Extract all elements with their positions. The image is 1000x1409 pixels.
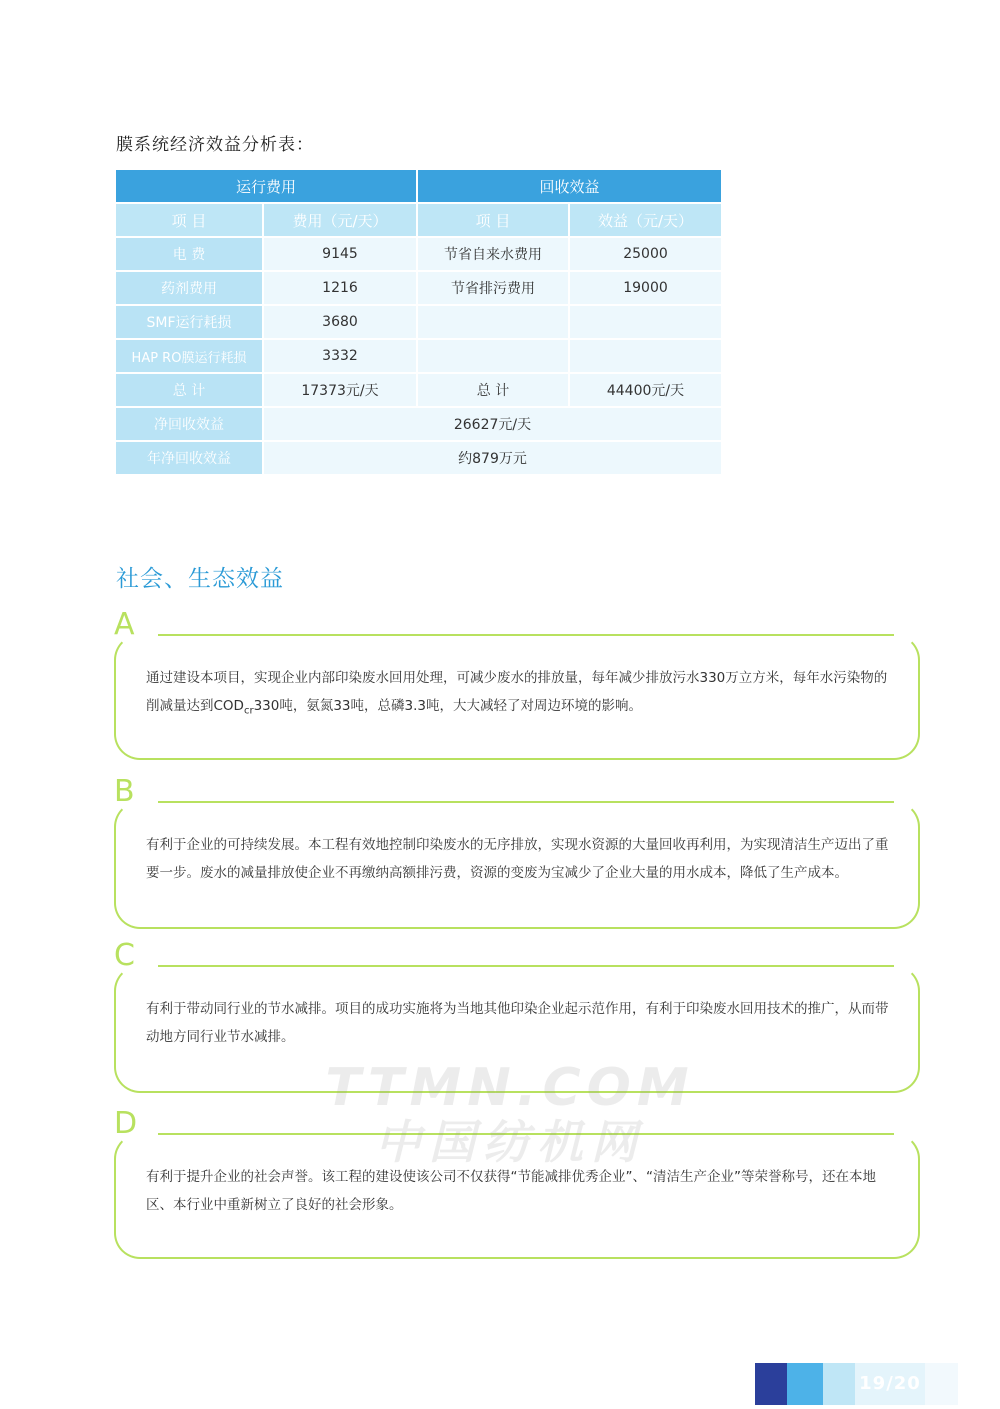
page-number: 19/20	[859, 1373, 921, 1394]
card-letter: D	[114, 1109, 141, 1139]
net-benefit-label: 净回收效益	[116, 408, 264, 442]
card-border-line	[158, 1133, 894, 1135]
footer-color-block	[755, 1363, 787, 1405]
annual-net-benefit-label: 年净回收效益	[116, 442, 264, 476]
card-text-part: 通过建设本项目，实现企业内部印染废水回用处理，可减少废水的排放量，每年减少排放污水330万立方米，每年水污染物的削减量达到COD	[146, 670, 888, 714]
row-item: 节省自来水费用	[418, 238, 570, 272]
row-label: HAP RO膜运行耗损	[116, 340, 264, 374]
row-item: 总 计	[418, 374, 570, 408]
footer-color-block	[925, 1363, 958, 1405]
row-cost: 3332	[264, 340, 418, 374]
col-header-cost: 费用（元/天）	[264, 204, 418, 238]
row-benefit: 19000	[570, 272, 721, 306]
row-item	[418, 340, 570, 374]
table-row-annual-net-benefit	[116, 442, 721, 476]
benefit-card-c	[114, 938, 920, 1093]
row-benefit: 44400元/天	[570, 374, 721, 408]
card-border-line	[158, 801, 894, 803]
benefit-card-b	[114, 774, 920, 929]
card-text-part: 330吨，氨氮33吨，总磷3.3吨，大大减轻了对周边环境的影响。	[253, 698, 642, 714]
net-benefit-value: 26627元/天	[264, 408, 721, 442]
table-title: 膜系统经济效益分析表：	[116, 135, 314, 155]
card-letter: A	[114, 610, 139, 640]
card-text: 有利于企业的可持续发展。本工程有效地控制印染废水的无序排放，实现水资源的大量回收再利用，为实现清洁生产迈出了重要一步。废水的减量排放使企业不再缴纳高额排污费，资源的变废为宝减少了企业大量的用水成本，降低了生产成本。	[146, 837, 889, 881]
row-benefit	[570, 340, 721, 374]
row-cost: 17373元/天	[264, 374, 418, 408]
row-cost: 1216	[264, 272, 418, 306]
row-cost: 3680	[264, 306, 418, 340]
recovery-benefit-header: 回收效益	[418, 170, 721, 204]
table-row	[116, 272, 721, 306]
benefit-card-a	[114, 607, 920, 760]
watermark-line-1: TTMN.COM	[325, 1058, 695, 1118]
footer-color-block	[823, 1363, 855, 1405]
card-border-line	[158, 965, 894, 967]
row-label: SMF运行耗损	[116, 306, 264, 340]
card-letter: B	[114, 777, 139, 807]
card-text: 有利于带动同行业的节水减排。项目的成功实施将为当地其他印染企业起示范作用，有利于印染废水回用技术的推广，从而带动地方同行业节水减排。	[146, 1001, 889, 1045]
col-header-benefit: 效益（元/天）	[570, 204, 721, 238]
watermark-line-2: 中国纺机网	[375, 1115, 645, 1169]
table-row-net-benefit	[116, 408, 721, 442]
table-row	[116, 238, 721, 272]
row-benefit: 25000	[570, 238, 721, 272]
table-group-header-row	[116, 170, 721, 204]
economic-benefit-table	[116, 170, 721, 476]
row-label: 药剂费用	[116, 272, 264, 306]
table-row	[116, 340, 721, 374]
row-cost: 9145	[264, 238, 418, 272]
operating-cost-header: 运行费用	[116, 170, 418, 204]
row-item: 节省排污费用	[418, 272, 570, 306]
row-item	[418, 306, 570, 340]
card-border-line	[158, 634, 894, 636]
col-header-item-right: 项 目	[418, 204, 570, 238]
row-label: 电 费	[116, 238, 264, 272]
row-benefit	[570, 306, 721, 340]
footer-color-block	[787, 1363, 823, 1405]
section-heading: 社会、生态效益	[116, 566, 284, 592]
card-text: 有利于提升企业的社会声誉。该工程的建设使该公司不仅获得“节能减排优秀企业”、“清洁生产企业”等荣誉称号，还在本地区、本行业中重新树立了良好的社会形象。	[146, 1169, 876, 1213]
col-header-item-left: 项 目	[116, 204, 264, 238]
table-row	[116, 306, 721, 340]
card-text	[146, 664, 894, 726]
row-label: 总 计	[116, 374, 264, 408]
card-letter: C	[114, 941, 139, 971]
table-row-total	[116, 374, 721, 408]
table-column-header-row	[116, 204, 721, 238]
benefit-card-d	[114, 1106, 920, 1259]
cod-subscript: cr	[243, 705, 254, 717]
annual-net-benefit-value: 约879万元	[264, 442, 721, 476]
